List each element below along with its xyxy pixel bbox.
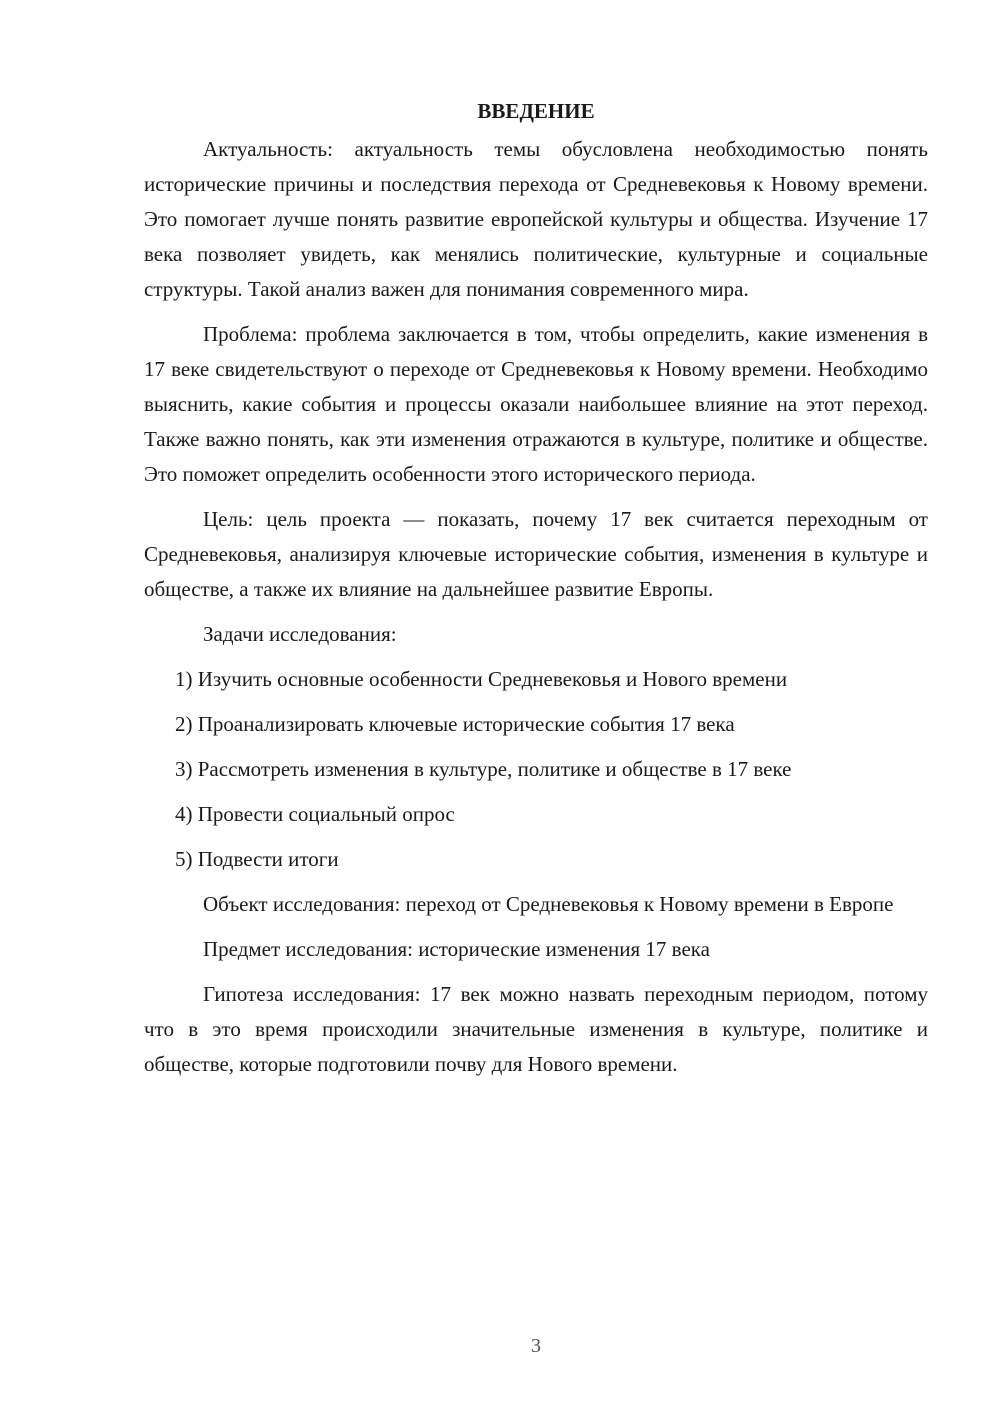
hypothesis-paragraph: Гипотеза исследования: 17 век можно назвать переходным периодом, потому что в это время происходили значительные изменения в культуре, политике и обществе, которые подготовили почву для Нового времени. — [144, 982, 928, 1076]
task-item: 1) Изучить основные особенности Средневековья и Нового времени — [175, 667, 788, 691]
subject-paragraph: Предмет исследования: исторические изменения 17 века — [203, 937, 710, 961]
page-number: 3 — [531, 1335, 541, 1357]
task-item: 3) Рассмотреть изменения в культуре, политике и обществе в 17 веке — [175, 757, 792, 781]
goal-paragraph: Цель: цель проекта — показать, почему 17 век считается переходным от Средневековья, анализируя ключевые исторические события, изменения в культуре и обществе, а также их влияние на дальнейшее развитие Европы. — [144, 507, 928, 601]
document-page — [144, 96, 928, 1092]
tasks-list — [144, 662, 928, 877]
section-title: ВВЕДЕНИЕ — [477, 99, 595, 123]
problem-paragraph: Проблема: проблема заключается в том, чтобы определить, какие изменения в 17 веке свидетельствуют о переходе от Средневековья к Новому времени. Необходимо выяснить, какие события и процессы оказали наибольшее влияние на этот переход. Также важно понять, как эти изменения отражаются в культуре, политике и обществе. Это поможет определить особенности этого исторического периода. — [144, 322, 928, 486]
relevance-paragraph: Актуальность: актуальность темы обусловлена необходимостью понять исторические причины и последствия перехода от Средневековья к Новому времени. Это помогает лучше понять развитие европейской культуры и общества. Изучение 17 века позволяет увидеть, как менялись политические, культурные и социальные структуры. Такой анализ важен для понимания современного мира. — [144, 137, 928, 301]
task-item: 5) Подвести итоги — [175, 847, 339, 871]
task-item: 4) Провести социальный опрос — [175, 802, 455, 826]
task-item: 2) Проанализировать ключевые исторические события 17 века — [175, 712, 735, 736]
tasks-heading: Задачи исследования: — [203, 622, 397, 646]
object-paragraph: Объект исследования: переход от Средневековья к Новому времени в Европе — [203, 892, 894, 916]
